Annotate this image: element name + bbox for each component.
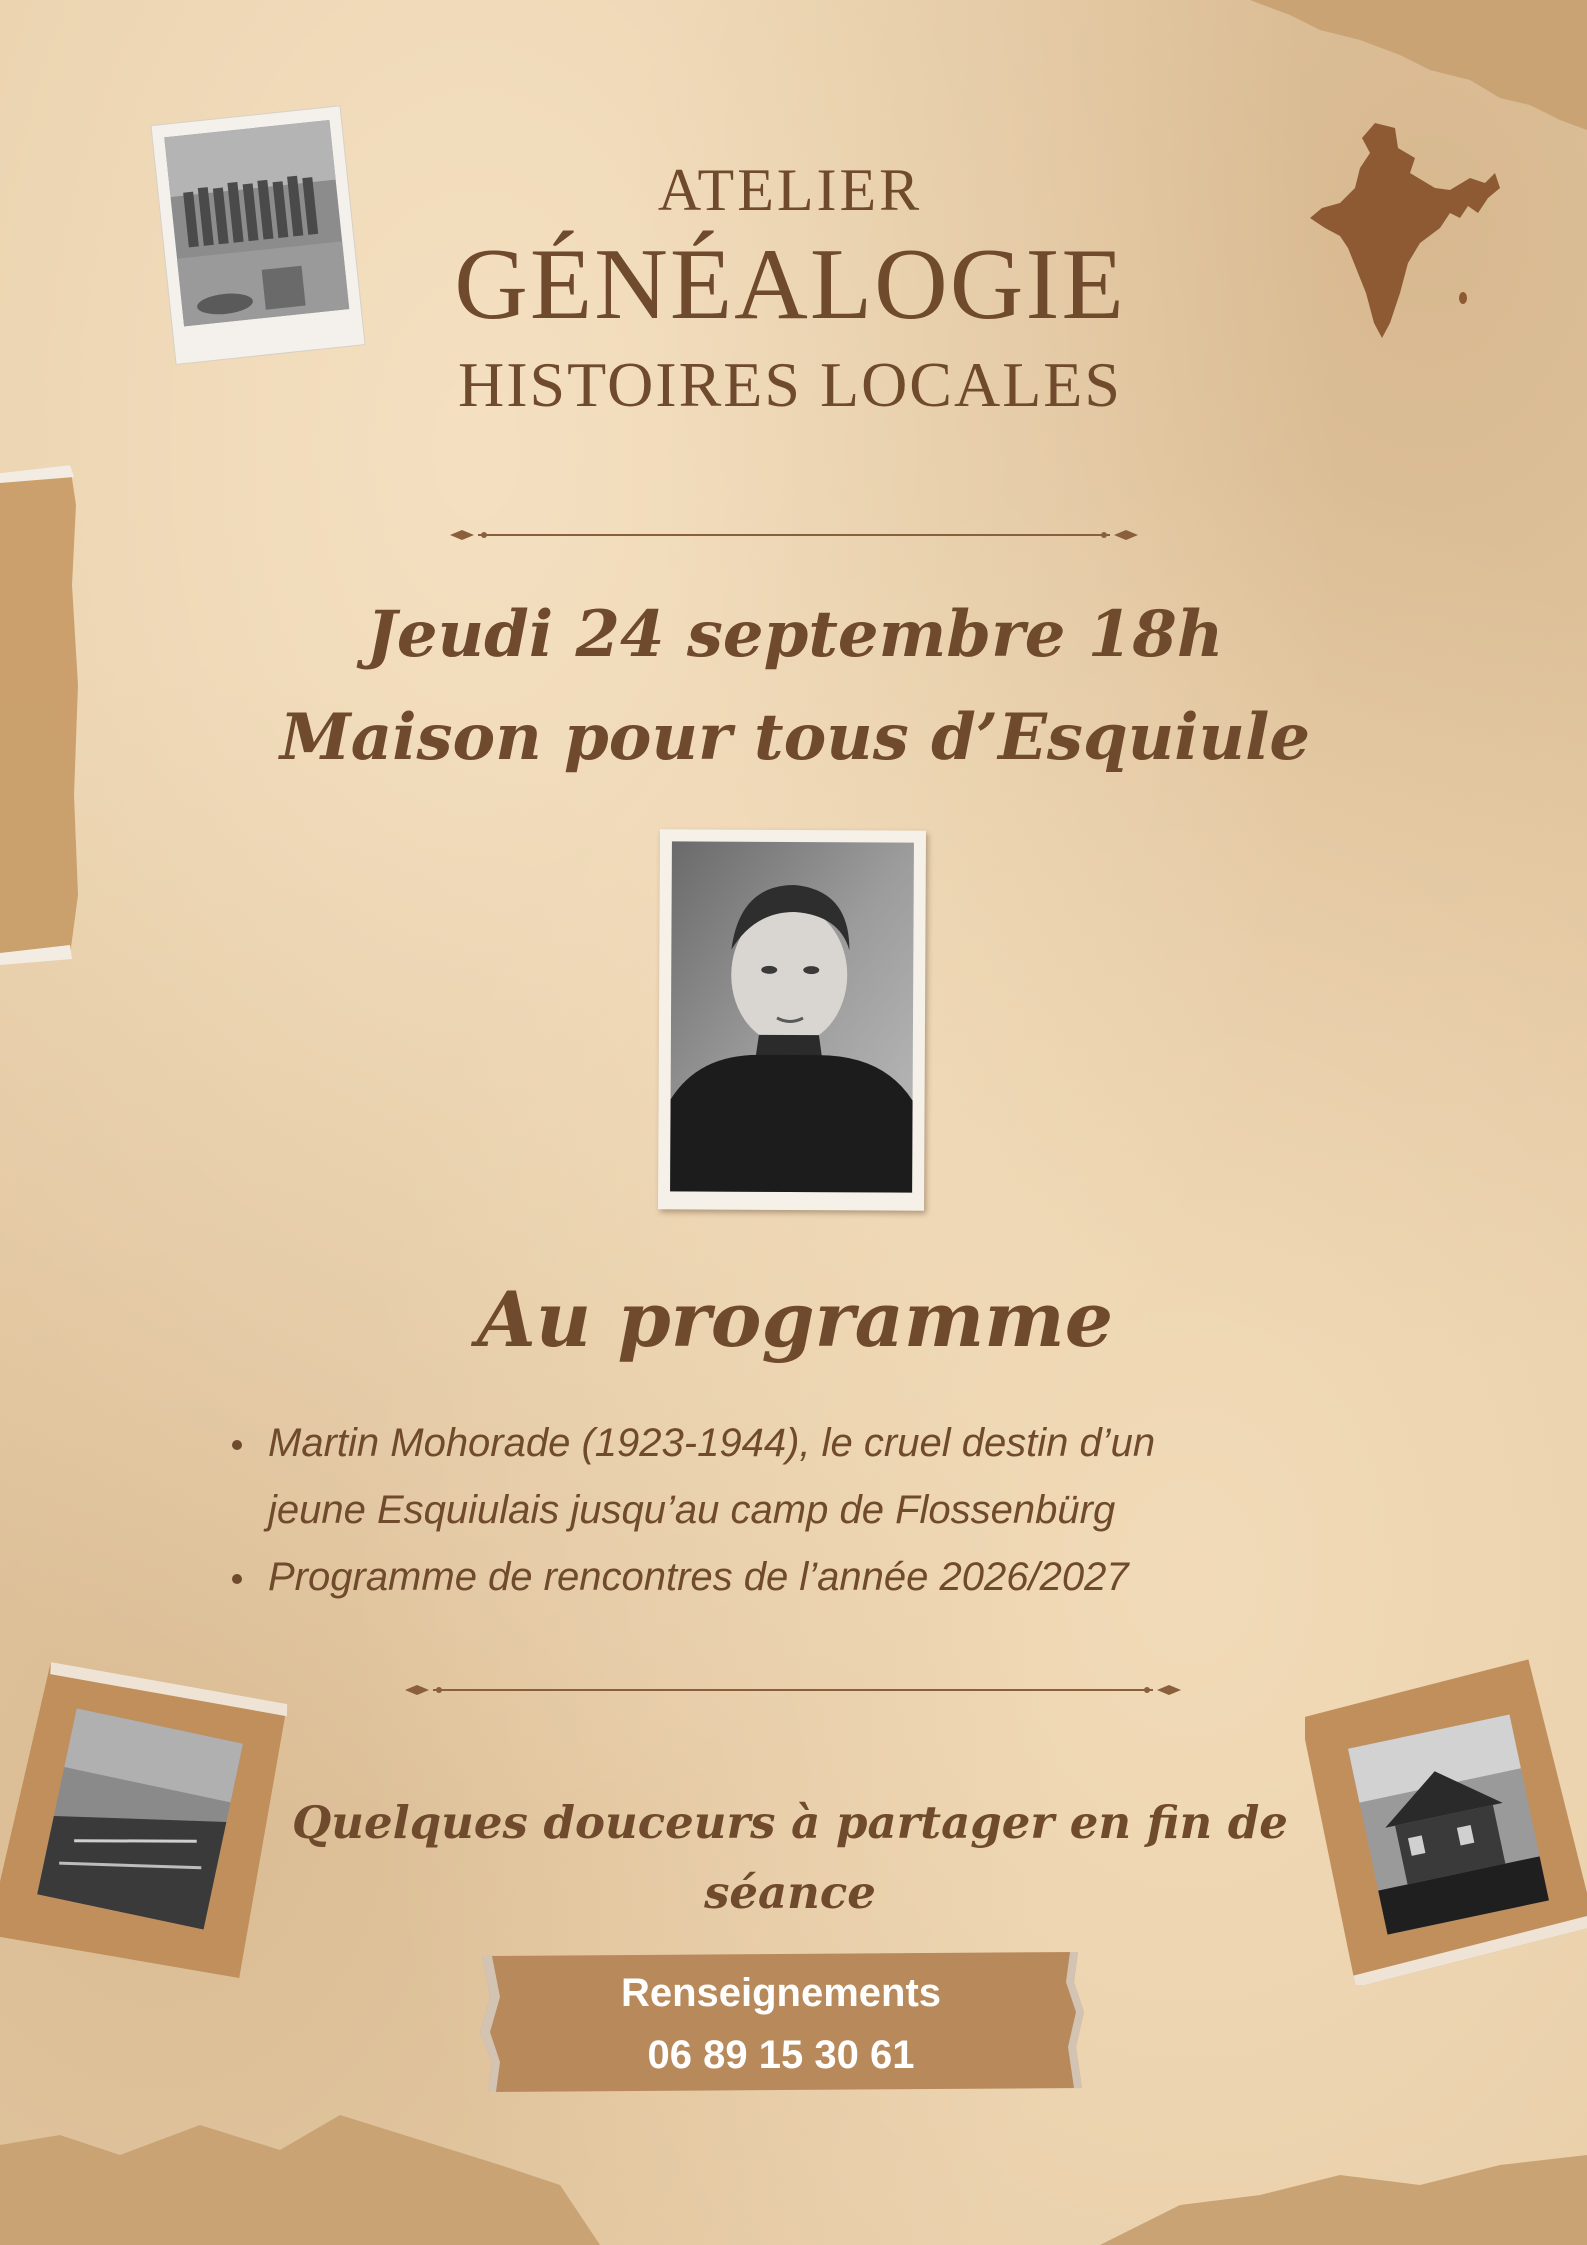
title-atelier: ATELIER xyxy=(657,157,923,223)
info-block xyxy=(478,1962,1084,2086)
portrait-photo xyxy=(658,829,926,1210)
ornament-divider-bottom xyxy=(403,1680,1183,1700)
event-date: Jeudi 24 septembre 18h xyxy=(366,597,1224,672)
portrait-image xyxy=(658,829,926,1210)
photo-group-prisoners xyxy=(148,100,370,370)
programme-item-line: Programme de rencontres de l’année 2026/2027 xyxy=(268,1555,1129,1599)
photo-camp-landscape xyxy=(0,1655,290,1985)
programme-title: Au programme xyxy=(476,1275,1114,1364)
tape-strip-left xyxy=(0,465,78,965)
title-block xyxy=(380,150,1200,430)
ornament-divider-top xyxy=(448,525,1140,545)
programme-item xyxy=(228,1544,1368,1611)
india-map-icon xyxy=(1300,118,1510,348)
bullet-icon xyxy=(232,1440,242,1450)
programme-list xyxy=(228,1410,1368,1611)
programme-item-line: Martin Mohorade (1923-1944), le cruel destin d’un xyxy=(268,1421,1156,1465)
photo-barracks xyxy=(1305,1655,1587,1985)
title-histoires-locales: HISTOIRES LOCALES xyxy=(458,349,1122,420)
info-phone[interactable]: 06 89 15 30 61 xyxy=(647,2033,915,2077)
event-place: Maison pour tous d’Esquiule xyxy=(279,700,1311,775)
programme-item-line: jeune Esquiulais jusqu’au camp de Flossenbürg xyxy=(268,1488,1116,1532)
douceurs-note: Quelques douceurs à partager en fin de séance xyxy=(292,1796,1288,1919)
info-label: Renseignements xyxy=(620,1971,942,2015)
programme-item xyxy=(228,1410,1368,1544)
torn-paper-bottom xyxy=(0,2085,1587,2245)
title-genealogie: GÉNÉALOGIE xyxy=(454,228,1126,341)
bullet-icon xyxy=(232,1574,242,1584)
